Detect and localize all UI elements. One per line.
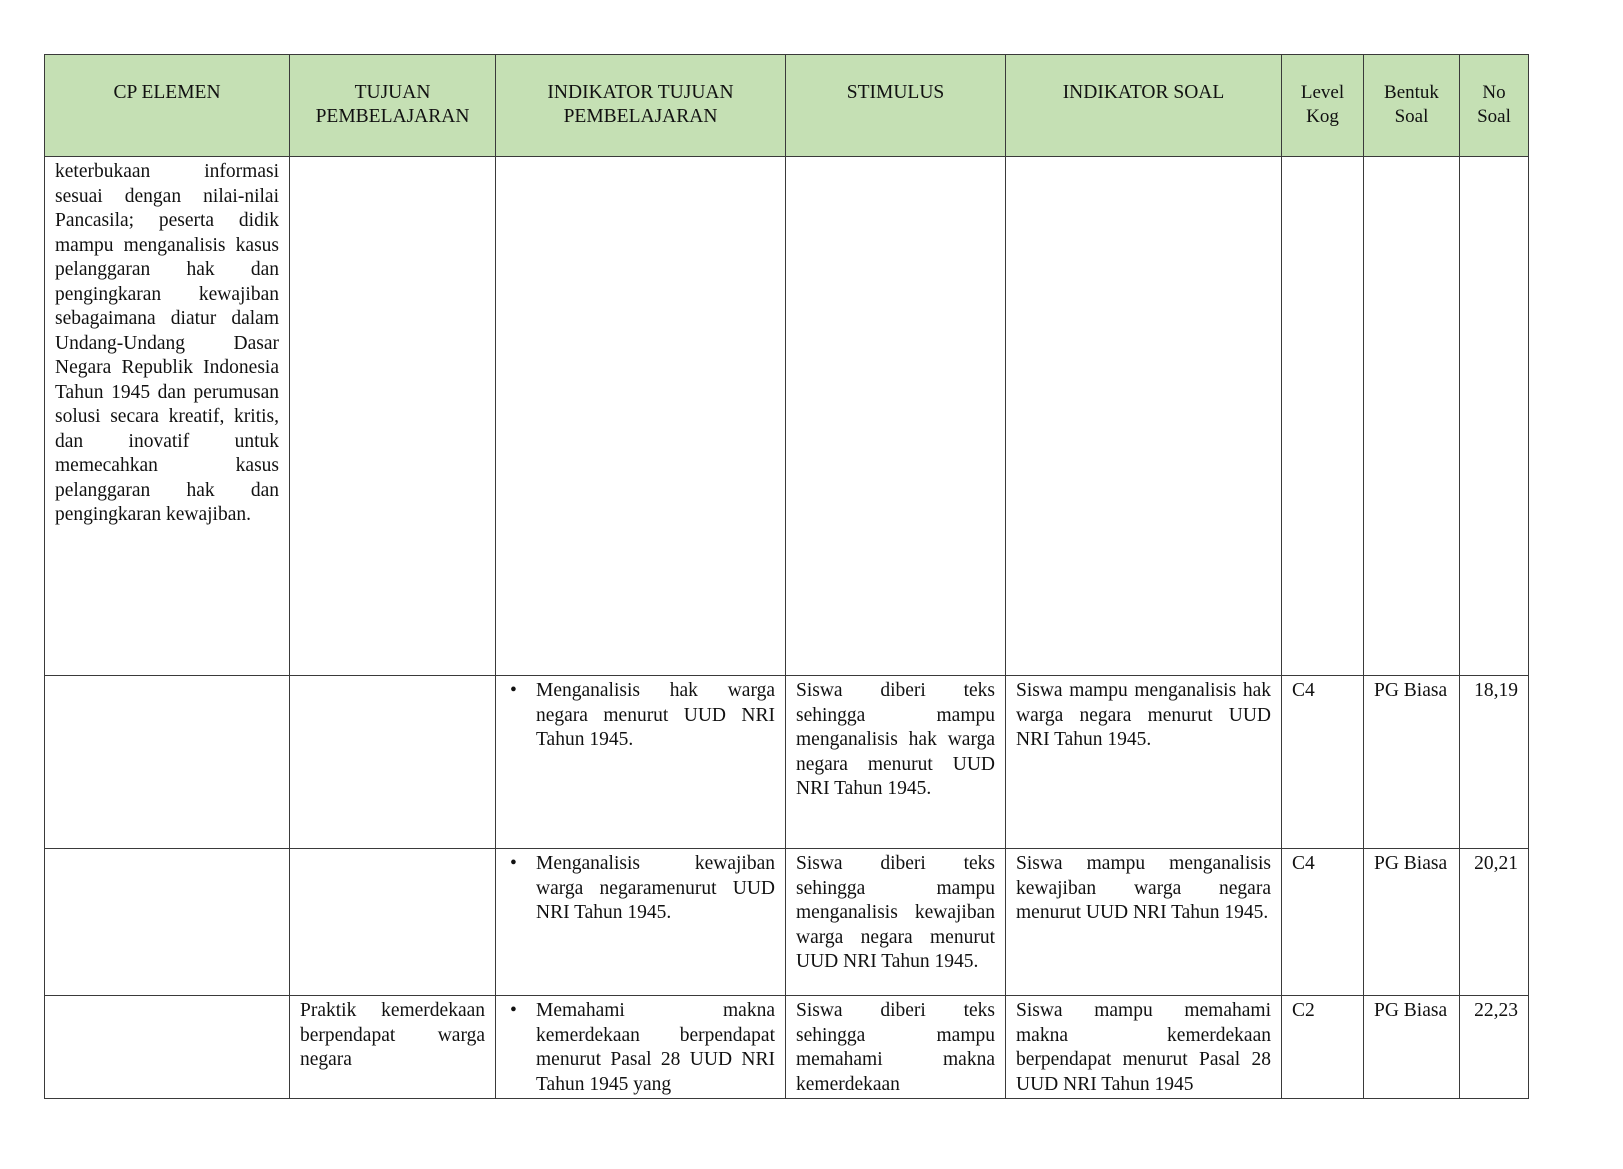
cell-indikator-tujuan [496,849,786,996]
kisi-kisi-table [44,54,1529,1099]
cell-indikator-tujuan [496,996,786,1099]
bullet-icon: • [510,680,517,701]
bullet-text: Memahami makna kemerdekaan berpendapat menurut Pasal 28 UUD NRI Tahun 1945 yang [536,1000,775,1095]
cell-cp-elemen: keterbukaan informasi sesuai dengan nilai-nilai Pancasila; peserta didik mampu menganalisis kasus pelanggaran hak dan pengingkaran kewajiban sebagaimana diatur dalam Undang-Undang Dasar Negara Republik Indonesia Tahun 1945 dan perumusan solusi secara kreatif, kritis, dan inovatif untuk memecahkan kasus pelanggaran hak dan pengingkaran kewajiban. [45,157,290,676]
cell-no-soal [1460,157,1529,676]
cell-indikator-soal: Siswa mampu menganalisis hak warga negara menurut UUD NRI Tahun 1945. [1006,676,1282,849]
cell-stimulus: Siswa diberi teks sehingga mampu menganalisis kewajiban warga negara menurut UUD NRI Tahun 1945. [786,849,1006,996]
bullet-item [506,999,775,1095]
cell-level-kog [1282,157,1364,676]
cell-indikator-tujuan [496,157,786,676]
cell-level-kog: C2 [1282,996,1364,1099]
bullet-icon: • [510,853,517,874]
table-row [45,996,1529,1099]
cell-indikator-soal-text: Siswa mampu memahami makna kemerdekaan berpendapat menurut Pasal 28 UUD NRI Tahun 1945 [1016,1000,1271,1095]
cell-tujuan [290,157,496,676]
header-indikator-soal: INDIKATOR SOAL [1006,55,1282,157]
cell-no-soal: 18,19 [1460,676,1529,849]
cell-bentuk-soal: PG Biasa [1364,676,1460,849]
cell-cp-elemen [45,996,290,1099]
cell-bentuk-soal [1364,157,1460,676]
bullet-text: Menganalisis hak warga negara menurut UUD NRI Tahun 1945. [536,680,775,750]
bullet-text: Menganalisis kewajiban warga negaramenurut UUD NRI Tahun 1945. [536,853,775,923]
cell-tujuan [290,849,496,996]
cell-indikator-soal [1006,996,1282,1099]
header-indikator-tujuan: INDIKATOR TUJUAN PEMBELAJARAN [496,55,786,157]
header-tujuan-pembelajaran: TUJUAN PEMBELAJARAN [290,55,496,157]
cell-stimulus [786,996,1006,1099]
cell-no-soal: 20,21 [1460,849,1529,996]
cell-cp-elemen [45,676,290,849]
header-stimulus: STIMULUS [786,55,1006,157]
cell-level-kog: C4 [1282,849,1364,996]
header-cp-elemen: CP ELEMEN [45,55,290,157]
bullet-icon: • [510,1000,517,1021]
cell-indikator-soal: Siswa mampu menganalisis kewajiban warga negara menurut UUD NRI Tahun 1945. [1006,849,1282,996]
cell-stimulus: Siswa diberi teks sehingga mampu menganalisis hak warga negara menurut UUD NRI Tahun 1945. [786,676,1006,849]
cell-indikator-soal [1006,157,1282,676]
table-header-row [45,55,1529,157]
table-row [45,676,1529,849]
cell-tujuan-text: Praktik kemerdekaan berpendapat warga negara [300,1000,485,1070]
header-level-kog: Level Kog [1282,55,1364,157]
cell-stimulus [786,157,1006,676]
header-bentuk-soal: Bentuk Soal [1364,55,1460,157]
cell-tujuan [290,676,496,849]
bullet-item [506,679,775,753]
cell-tujuan [290,996,496,1099]
cell-no-soal: 22,23 [1460,996,1529,1099]
table-row [45,157,1529,676]
cell-level-kog: C4 [1282,676,1364,849]
cell-stimulus-text: Siswa diberi teks sehingga mampu memahami makna kemerdekaan [796,1000,995,1095]
cell-cp-elemen [45,849,290,996]
cell-indikator-tujuan [496,676,786,849]
cell-bentuk-soal: PG Biasa [1364,996,1460,1099]
header-no-soal: No Soal [1460,55,1529,157]
bullet-item [506,852,775,926]
cell-bentuk-soal: PG Biasa [1364,849,1460,996]
table-row [45,849,1529,996]
